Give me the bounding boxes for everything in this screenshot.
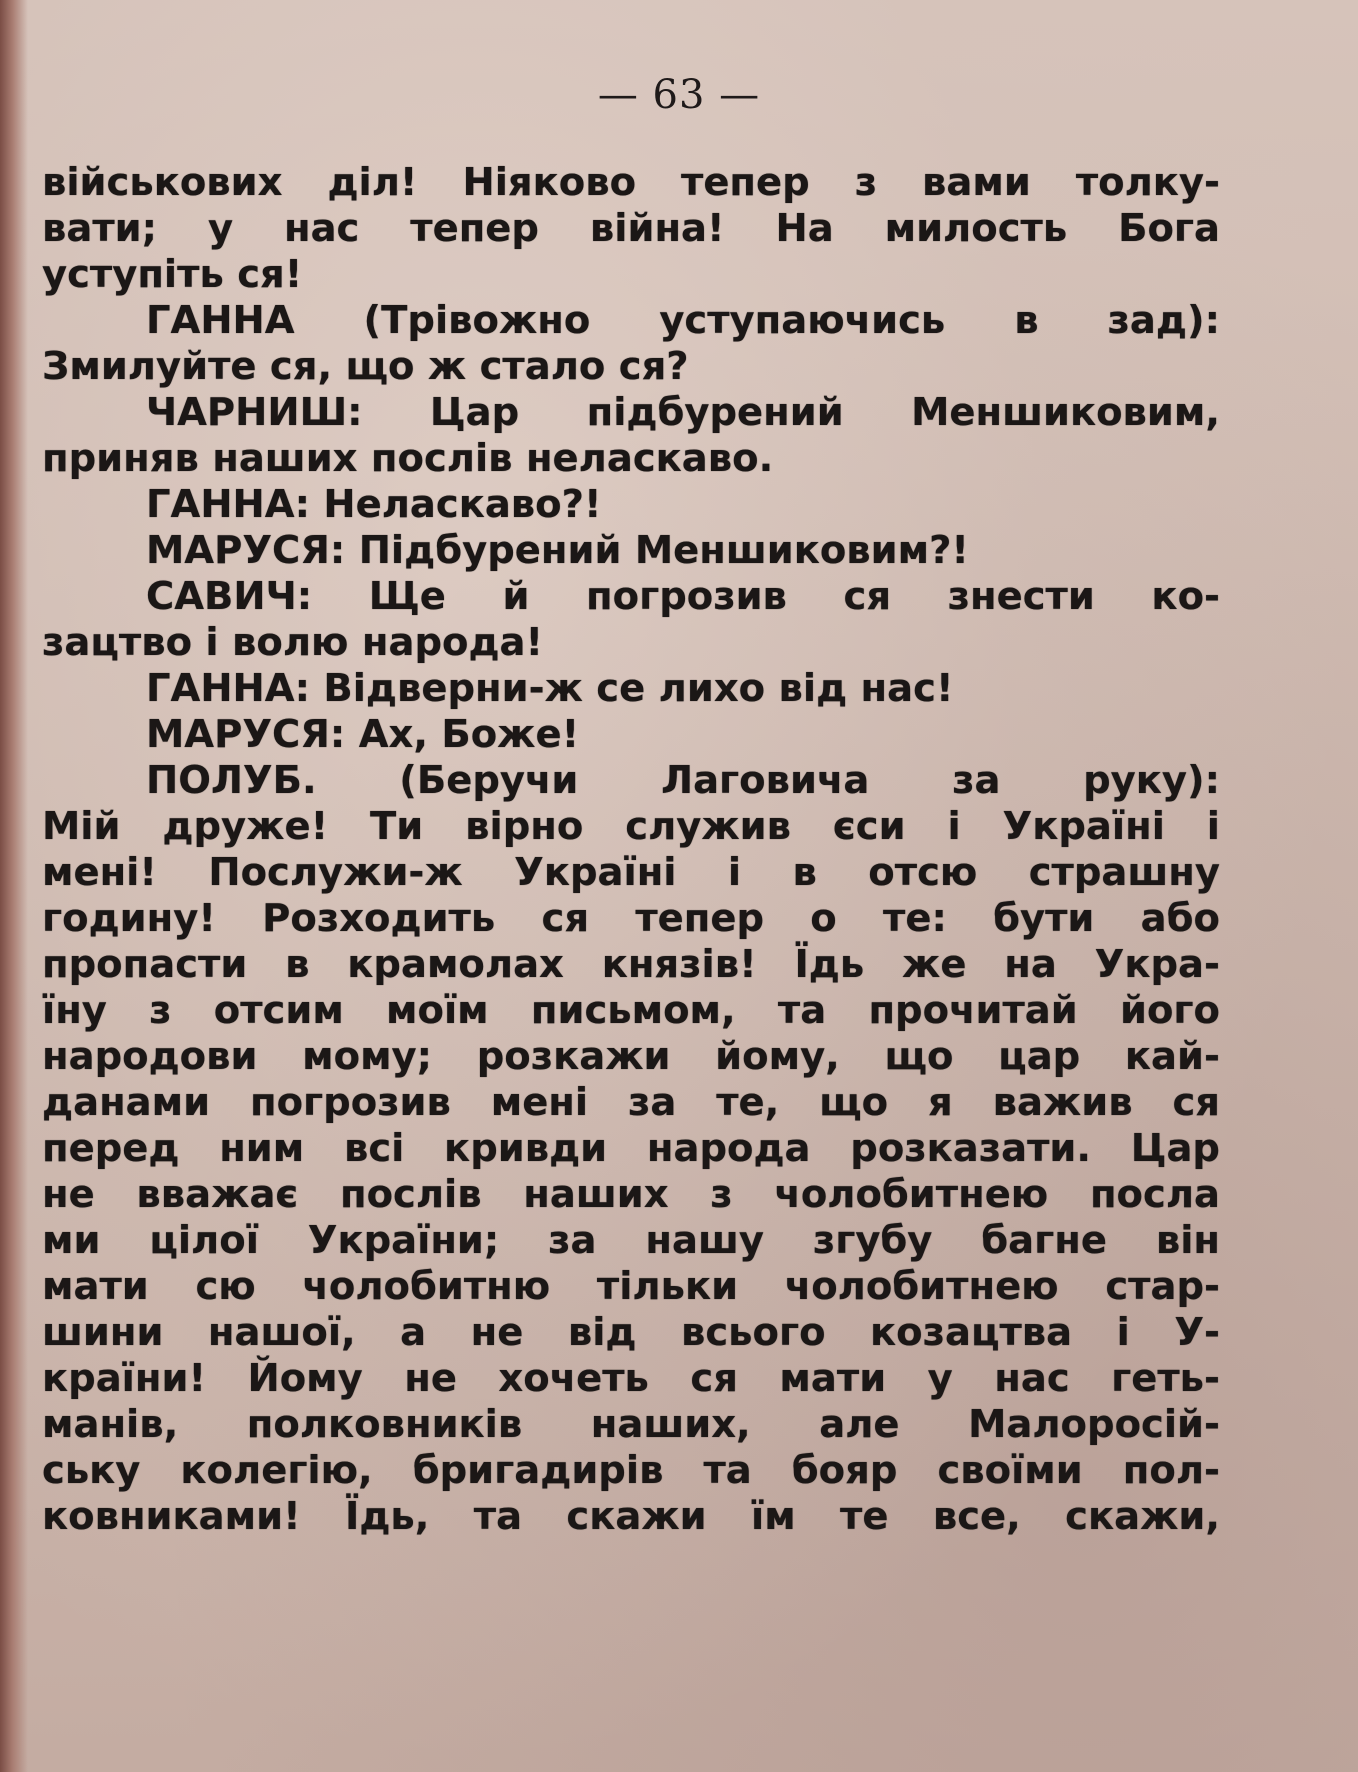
text-line: данами погрозив мені за те, що я важив ся bbox=[42, 1080, 1220, 1125]
text-line: годину! Розходить ся тепер о те: бути або bbox=[42, 896, 1220, 941]
speaker-line: ПОЛУБ. (Беручи Лаговича за руку): bbox=[146, 758, 1220, 803]
text-line: шини нашої, а не від всього козацтва і У- bbox=[42, 1310, 1220, 1355]
speaker-line: ЧАРНИШ: Цар підбурений Меншиковим, bbox=[146, 390, 1220, 435]
page-number: — 63 — bbox=[597, 72, 761, 118]
text-line: ську колегію, бригадирів та бояр своїми пол- bbox=[42, 1448, 1220, 1493]
text-line: вати; у нас тепер війна! На милость Бога bbox=[42, 206, 1220, 251]
speaker-line: ГАННА: Неласкаво?! bbox=[146, 482, 602, 527]
text-line: ми цілої України; за нашу згубу багне він bbox=[42, 1218, 1220, 1263]
text-line: не вважає послів наших з чолобитнею посла bbox=[42, 1172, 1220, 1217]
text-line: приняв наших послів неласкаво. bbox=[42, 436, 774, 481]
text-line: пропасти в крамолах князів! Їдь же на Укра- bbox=[42, 942, 1220, 987]
text-line: зацтво і волю народа! bbox=[42, 620, 544, 665]
speaker-line: МАРУСЯ: Підбурений Меншиковим?! bbox=[146, 528, 969, 573]
speaker-line: ГАННА (Трівожно уступаючись в зад): bbox=[146, 298, 1220, 343]
text-line: мені! Послужи-ж Україні і в отсю страшну bbox=[42, 850, 1220, 895]
text-line: уступіть ся! bbox=[42, 252, 303, 297]
page-binding-shadow bbox=[0, 0, 28, 1772]
speaker-line: МАРУСЯ: Ах, Боже! bbox=[146, 712, 580, 757]
text-line: ковниками! Їдь, та скажи їм те все, скажи, bbox=[42, 1494, 1220, 1539]
text-line: манів, полковників наших, але Малоросій- bbox=[42, 1402, 1220, 1447]
speaker-line: ГАННА: Відверни-ж се лихо від нас! bbox=[146, 666, 954, 711]
text-line: народови мому; розкажи йому, що цар кай- bbox=[42, 1034, 1220, 1079]
text-line: Мій друже! Ти вірно служив єси і Україні і bbox=[42, 804, 1220, 849]
speaker-line: САВИЧ: Ще й погрозив ся знести ко- bbox=[146, 574, 1220, 619]
text-line: перед ним всі кривди народа розказати. Цар bbox=[42, 1126, 1220, 1171]
page-text bbox=[42, 160, 1220, 1540]
text-line: країни! Йому не хочеть ся мати у нас геть- bbox=[42, 1356, 1220, 1401]
text-line: їну з отсим моїм письмом, та прочитай його bbox=[42, 988, 1220, 1033]
text-line: Змилуйте ся, що ж стало ся? bbox=[42, 344, 689, 389]
text-line: мати сю чолобитню тільки чолобитнею стар- bbox=[42, 1264, 1220, 1309]
text-line: військових діл! Ніяково тепер з вами толку- bbox=[42, 160, 1220, 205]
